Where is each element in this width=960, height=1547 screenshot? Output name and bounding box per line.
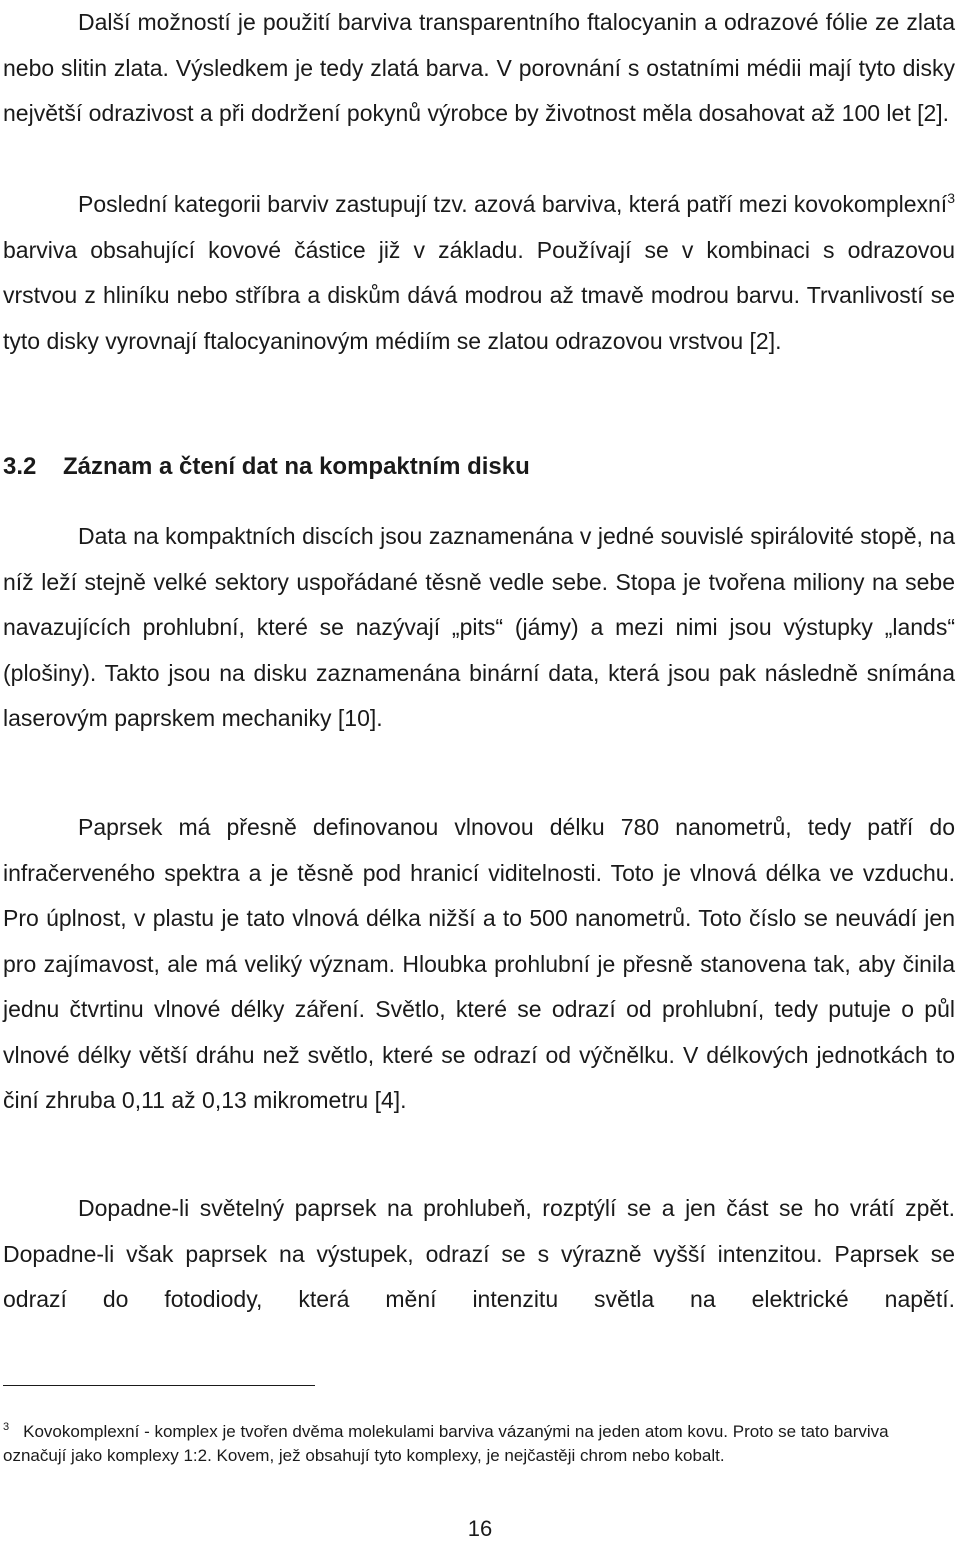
section-heading — [3, 447, 530, 487]
footnote-text: Kovokomplexní - komplex je tvořen dvěma molekulami barviva vázanými na jeden atom kovu. Proto se tato barviva označují jako komplexy 1:2. Kovem, jež obsahují tyto komplexy, je nejčastěji chrom nebo kobalt. — [3, 1422, 889, 1465]
footnote — [3, 1420, 955, 1468]
footnote-mark: 3 — [3, 1421, 10, 1433]
paragraph-data-recording — [3, 514, 955, 742]
footnote-separator — [3, 1385, 315, 1386]
paragraph-azo-dye — [3, 182, 955, 364]
paragraph-text: Dopadne-li světelný paprsek na prohlubeň, rozptýlí se a jen část se ho vrátí zpět. Dopadne-li však paprsek na výstupek, odrazí se s výrazně vyšší intenzitou. Paprsek se odrazí do fotodiody, která mění intenzitu světla na elektrické napětí. — [3, 1195, 955, 1312]
paragraph-laser-wavelength — [3, 805, 955, 1124]
section-title: Záznam a čtení dat na kompaktním disku — [63, 453, 530, 480]
section-number: 3.2 — [3, 453, 37, 480]
paragraph-text: Data na kompaktních discích jsou zaznamenána v jedné souvislé spirálovité stopě, na níž leží stejně velké sektory uspořádané těsně vedle sebe. Stopa je tvořena miliony na sebe navazujících prohlubní, které se nazývají „pits“ (jámy) a mezi nimi jsou výstupky „lands“ (plošiny). Takto jsou na disku zaznamenána binární data, která jsou pak následně snímána laserovým paprskem mechaniky [10]. — [3, 523, 955, 731]
paragraph-text: barviva obsahující kovové částice již v základu. Používají se v kombinaci s odrazovou vrstvou z hliníku nebo stříbra a diskům dává modrou až tmavě modrou barvu. Trvanlivostí se tyto disky vyrovnají ftalocyaninovým médiím se zlatou odrazovou vrstvou [2]. — [3, 236, 955, 354]
paragraph-reflection — [3, 1186, 955, 1323]
paragraph-text: Další možností je použití barviva transparentního ftalocyanin a odrazové fólie ze zlata nebo slitin zlata. Výsledkem je tedy zlatá barva. V porovnání s ostatními médii mají tyto disky největší odrazivost a při dodržení pokynů výrobce by životnost měla dosahovat až 100 let [2]. — [3, 9, 955, 126]
paragraph-text: Poslední kategorii barviv zastupují tzv. azová barviva, která patří mezi kovokomplexní — [78, 191, 948, 217]
paragraph-text: Paprsek má přesně definovanou vlnovou délku 780 nanometrů, tedy patří do infračerveného spektra a je těsně pod hranicí viditelnosti. Toto je vlnová délka ve vzduchu. Pro úplnost, v plastu je tato vlnová délka nižší a to 500 nanometrů. Toto číslo se neuvádí jen pro zajímavost, ale má veliký význam. Hloubka prohlubní je přesně stanovena tak, aby činila jednu čtvrtinu vlnové délky záření. Světlo, které se odrazí od prohlubní, tedy putuje o půl vlnové délky větší dráhu než světlo, které se odrazí od výčnělku. V délkových jednotkách to činí zhruba 0,11 až 0,13 mikrometru [4]. — [3, 814, 955, 1113]
footnote-reference: 3 — [947, 190, 955, 206]
page-number: 16 — [467, 1516, 493, 1541]
paragraph-gold-dye — [3, 0, 955, 137]
